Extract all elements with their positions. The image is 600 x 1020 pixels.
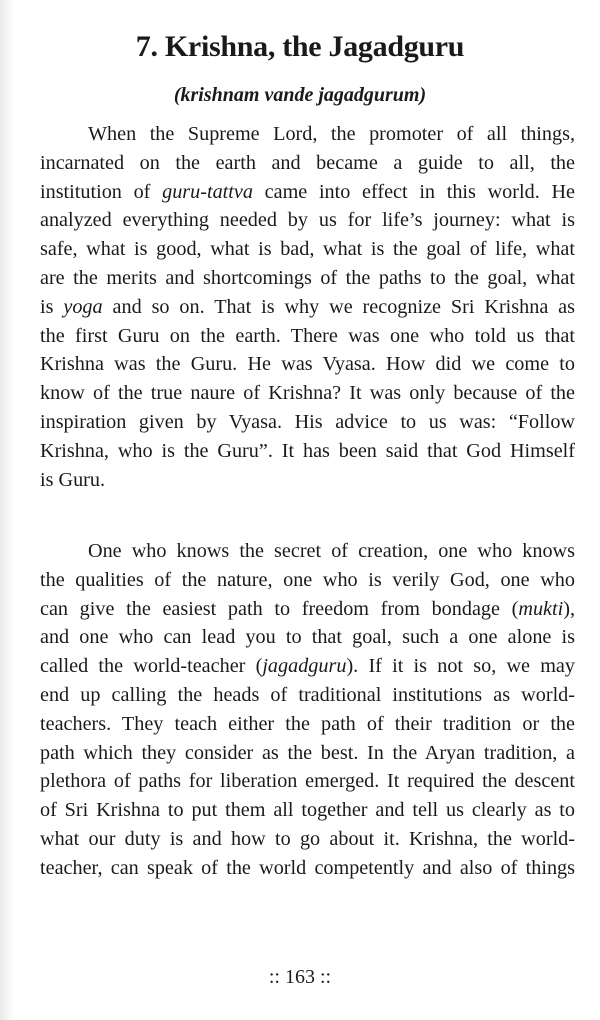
text-line: the first Guru on the earth. There was one who told us that xyxy=(40,324,575,347)
text-line: and one who can lead you to that goal, such a one alone is xyxy=(40,626,575,649)
chapter-title: 7. Krishna, the Jagadguru xyxy=(135,30,465,63)
italic-term: guru-tattva xyxy=(162,180,253,203)
text-line: can give the easiest path to freedom from bondage (mukti), xyxy=(40,597,575,620)
text-line: called the world-teacher (jagadguru). If it is not so, we may xyxy=(40,655,575,678)
paragraph-2 xyxy=(40,537,575,883)
text-line: end up calling the heads of traditional institutions as world- xyxy=(40,683,575,706)
text-line: One who knows the secret of creation, one who knows xyxy=(88,540,575,562)
text-line: plethora of paths for liberation emerged. It required the descent xyxy=(40,770,575,793)
italic-term: jagadguru xyxy=(262,655,347,678)
chapter-subtitle: (krishnam vande jagadgurum) xyxy=(173,84,427,106)
text-line: analyzed everything needed by us for life’s journey: what is xyxy=(40,209,575,232)
text-line: path which they consider as the best. In the Aryan tradition, a xyxy=(40,741,575,764)
page-edge-shadow xyxy=(0,0,14,1020)
text-line: is Guru. xyxy=(40,468,106,491)
text-line: of Sri Krishna to put them all together and tell us clearly as to xyxy=(40,799,575,822)
text-line: institution of guru-tattva came into effect in this world. He xyxy=(40,180,575,203)
text-line: teacher, can speak of the world competently and also of things xyxy=(40,856,575,879)
text-line: are the merits and shortcomings of the paths to the goal, what xyxy=(40,266,575,289)
text-line: safe, what is good, what is bad, what is the goal of life, what xyxy=(40,238,575,261)
text-line: When the Supreme Lord, the promoter of all things, xyxy=(88,123,575,145)
text-line: teachers. They teach either the path of their tradition or the xyxy=(40,712,575,735)
italic-term: yoga xyxy=(63,295,103,318)
text-line: inspiration given by Vyasa. His advice to us was: “Follow xyxy=(40,410,575,433)
page-number: :: 163 :: xyxy=(268,966,332,988)
text-line: is yoga and so on. That is why we recognize Sri Krishna as xyxy=(40,295,575,318)
text-line: the qualities of the nature, one who is verily God, one who xyxy=(40,568,575,591)
text-line: incarnated on the earth and became a guide to all, the xyxy=(40,151,575,174)
text-line: what our duty is and how to go about it. Krishna, the world- xyxy=(40,827,575,850)
text-line: Krishna was the Guru. He was Vyasa. How did we come to xyxy=(40,353,575,376)
text-line: know of the true naure of Krishna? It was only because of the xyxy=(40,382,575,405)
italic-term: mukti xyxy=(518,597,564,620)
text-line: Krishna, who is the Guru”. It has been said that God Himself xyxy=(40,439,575,462)
paragraph-1 xyxy=(40,120,575,494)
